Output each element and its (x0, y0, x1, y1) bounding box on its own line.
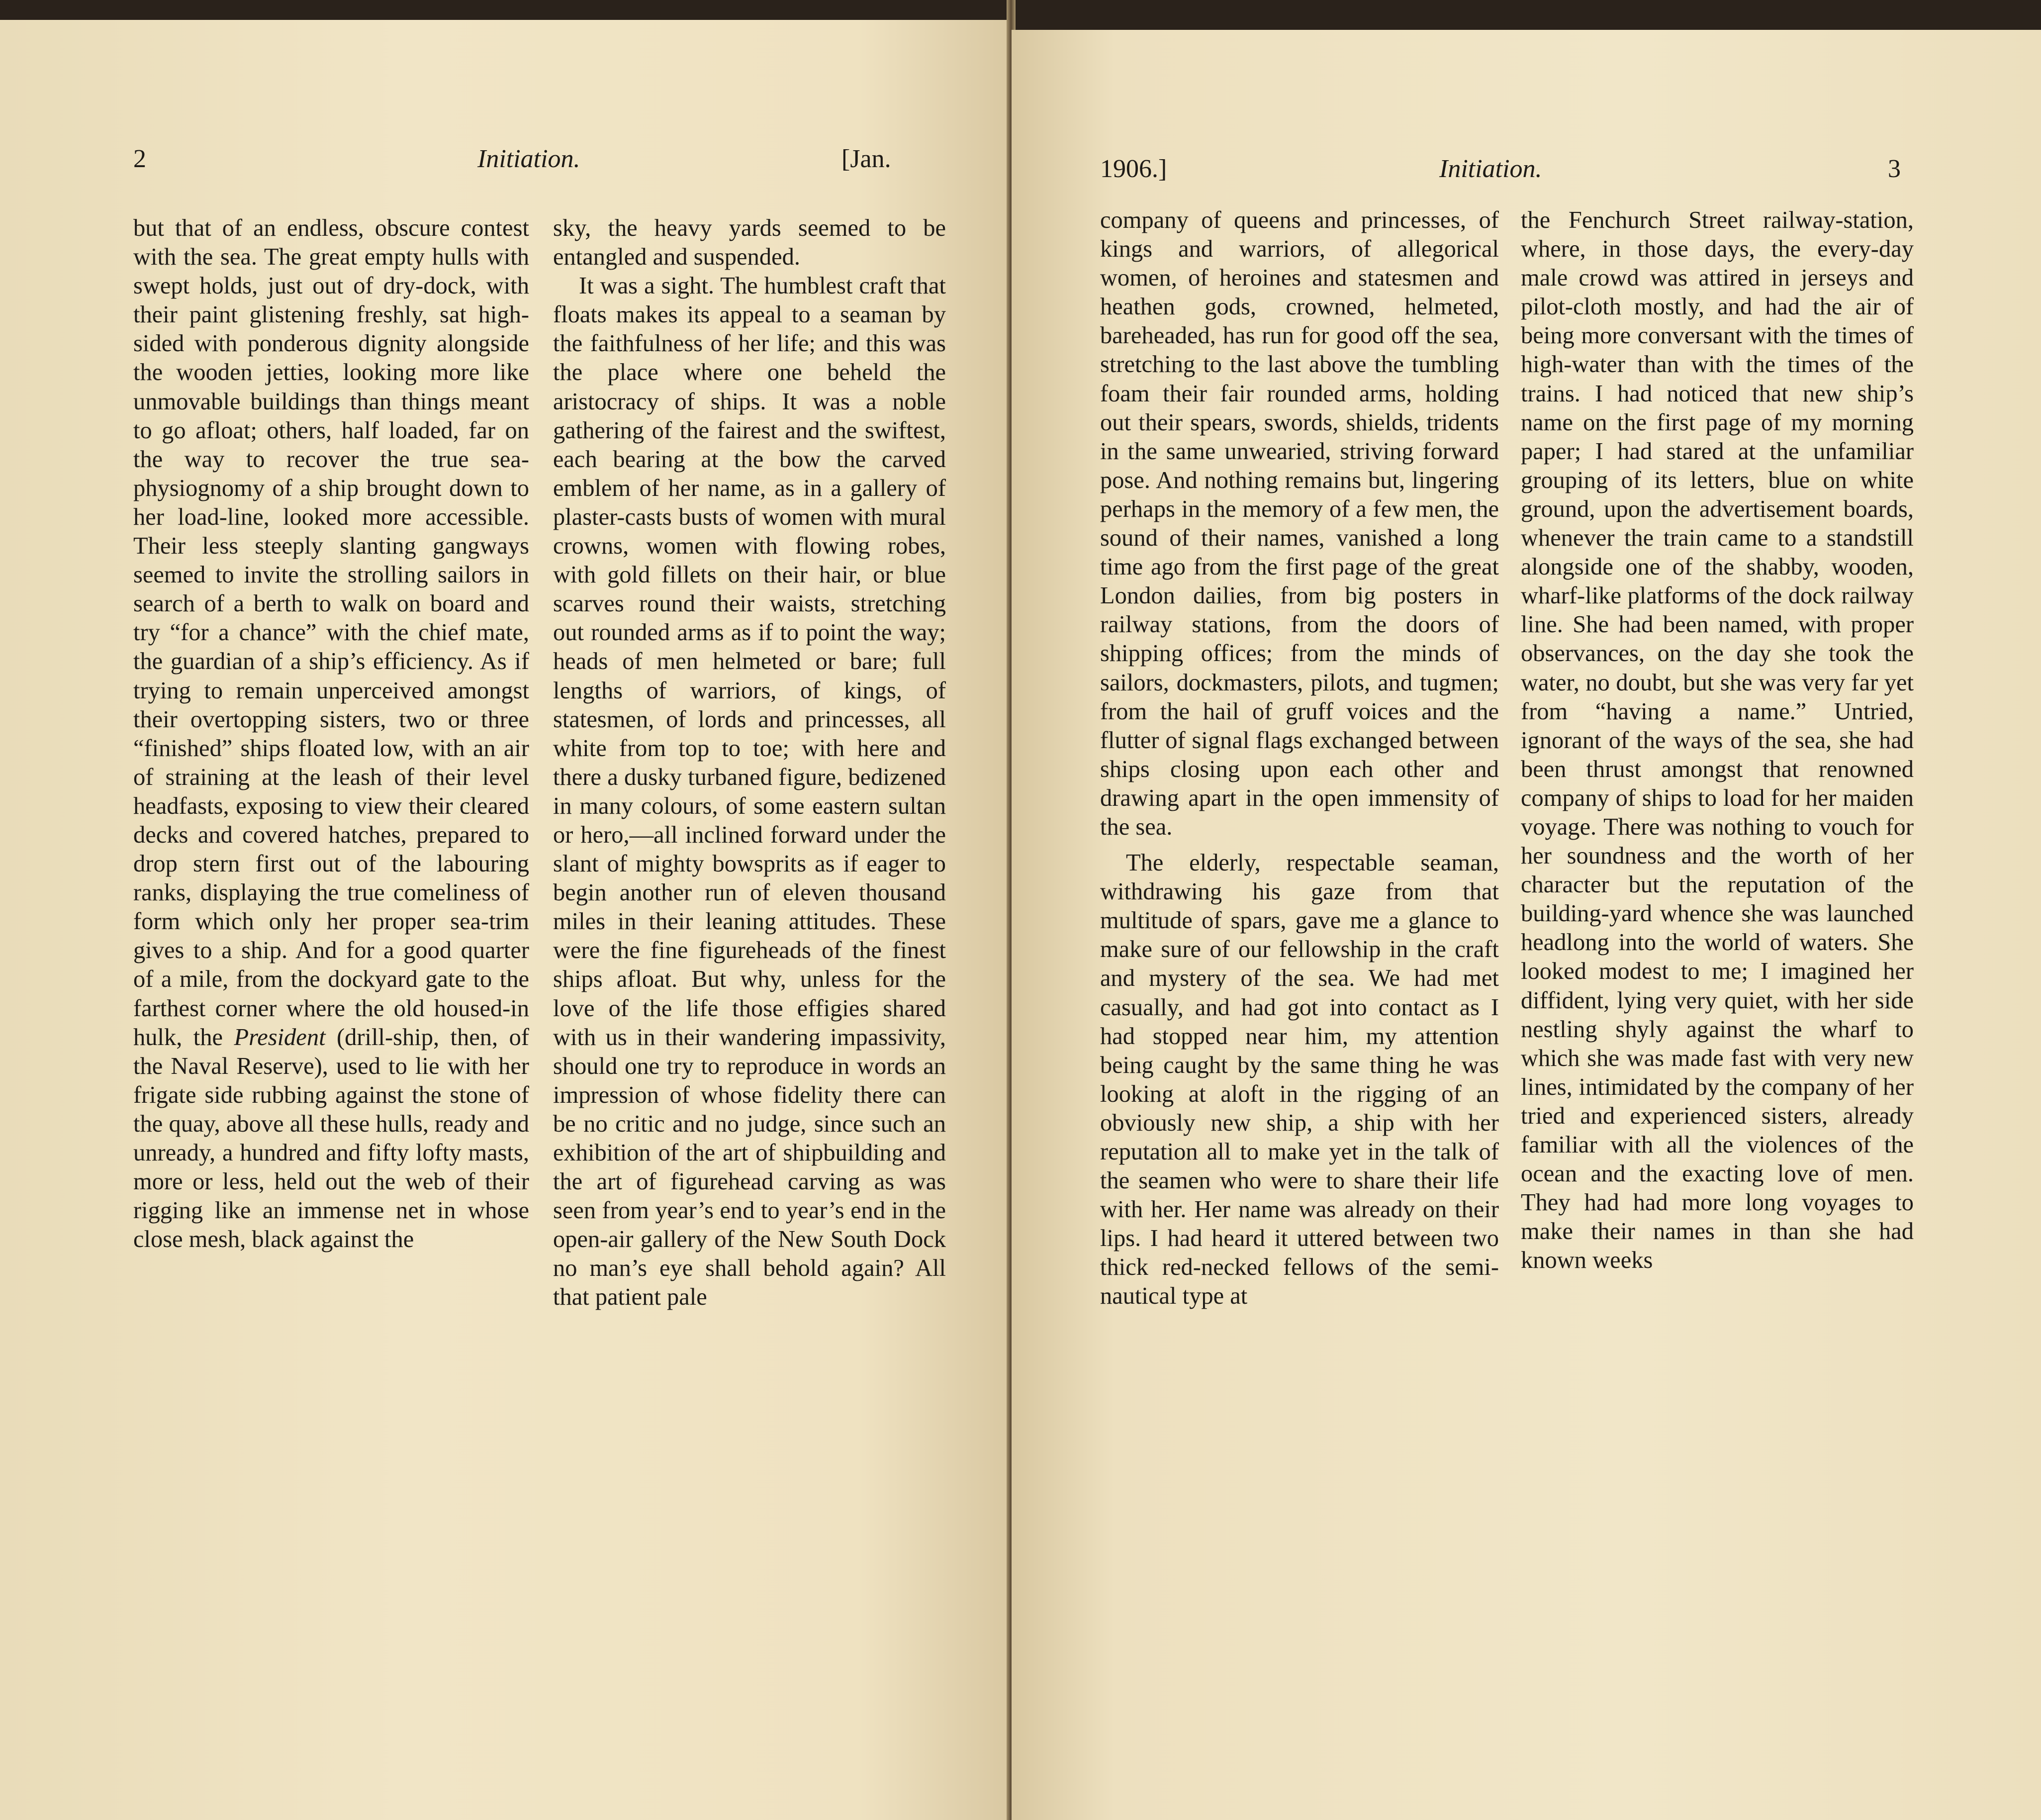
left-page-column-2 (553, 214, 946, 1312)
page-number: 3 (1888, 155, 1901, 183)
paragraph-text: (drill-ship, then, of the Naval Reserve), used to lie with her frigate side rubbing against the stone of the quay, above all these hulls, ready and unready, a hundred and fifty lofty masts, more or less, held out the web of their rigging like an immense net in whose close mesh, black against the (133, 1024, 529, 1253)
right-page (1012, 30, 2041, 1820)
paragraph: The elderly, respectable seaman, withdrawing his gaze from that multitude of spars, gave me a glance to make sure of our fellowship in the craft and mystery of the sea. We had met casually, and had got into contact as I had stopped near him, my attention being caught by the same thing he was looking at aloft in the rigging of an obviously new ship, a ship with her reputation all to make yet in the talk of the seamen who were to share their life with her. Her name was already on their lips. I had heard it uttered between two thick red-necked fellows of the semi-nautical type at (1100, 850, 1499, 1310)
paragraph-text: but that of an endless, obscure contest with the sea. The great empty hulls with swept holds, just out of dry-dock, with their paint glistening freshly, sat high-sided with ponderous dignity alongside the wooden jetties, looking more like unmovable buildings than things meant to go afloat; others, half loaded, far on the way to recover the true sea-physiognomy of a ship brought down to her load-line, looked more accessible. Their less steeply slanting gangways seemed to invite the strolling sailors in search of a berth to walk on board and try “for a chance” with the chief mate, the guardian of a ship’s efficiency. As if trying to remain unperceived amongst their overtopping sisters, two or three “finished” ships floated low, with an air of straining at the leash of their level headfasts, exposing to view their cleared decks and covered hatches, prepared to drop stern first out of the labouring ranks, displaying the true comeliness of form which only her proper sea-trim gives to a ship. And for a good quarter of a mile, from the dockyard gate to the farthest corner where the old housed-in hulk, the (133, 215, 529, 1051)
right-page-header (1012, 154, 2041, 204)
paragraph: the Fenchurch Street railway-station, where, in those days, the every-day male crowd was attired in jerseys and pilot-cloth mostly, and had the air of being more conversant with the times of high-water than with the times of the trains. I had noticed that new ship’s name on the first page of my morning paper; I had stared at the unfamiliar grouping of its letters, blue on white ground, upon the advertisement boards, whenever the train came to a standstill alongside one of the shabby, wooden, wharf-like platforms of the dock railway line. She had been named, with proper observances, on the day she took the water, no doubt, but she was very far yet from “having a name.” Untried, ignorant of the ways of the sea, she had been thrust amongst that renowned company of ships to load for her maiden voyage. There was nothing to vouch for her soundness and the worth of her character but the reputation of the building-yard whence she was launched headlong into the world of waters. She looked modest to me; I imagined her diffident, lying very quiet, with her side nestling shyly against the wharf to which she was made fast with very new lines, intimidated by the company of her tried and experienced sisters, already familiar with all the violences of the ocean and the exacting love of men. They had had more long voyages to make their names in than she had known weeks (1521, 207, 1914, 1274)
left-page-header (0, 144, 1010, 194)
paragraph (133, 214, 529, 1254)
paragraph: It was a sight. The humblest craft that floats makes its appeal to a seaman by the faithfulness of her life; and this was the place where one beheld the aristocracy of ships. It was a noble gathering of the fairest and the swiftest, each bearing at the bow the carved emblem of her name, as in a gallery of plaster-casts busts of women with mural crowns, women with flowing robes, with gold fillets on their hair, or blue scarves round their waists, stretching out rounded arms as if to point the way; heads of men helmeted or bare; full lengths of warriors, of kings, of statesmen, of lords and princesses, all white from top to toe; with here and there a dusky turbaned figure, bedizened in many colours, of some eastern sultan or hero,—all inclined forward under the slant of mighty bowsprits as if eager to begin another run of eleven thousand miles in their leaning attitudes. These were the fine figureheads of the finest ships afloat. But why, unless for the love of the life those effigies shared with us in their wandering impassivity, should one try to reproduce in words an impression of whose fidelity there can be no critic and no judge, since such an exhibition of the art of shipbuilding and the art of figurehead carving as was seen from year’s end to year’s end in the open-air gallery of the New South Dock no man’s eye shall behold again? All that patient pale (553, 273, 946, 1311)
paragraph: sky, the heavy yards seemed to be entangled and suspended. (553, 215, 946, 271)
page-number: 2 (133, 145, 146, 173)
right-page-column-1 (1100, 206, 1499, 1311)
left-page (0, 20, 1010, 1820)
date-mark: [Jan. (841, 145, 891, 173)
running-title: Initiation. (477, 145, 580, 173)
ship-name-italic: President (234, 1024, 326, 1051)
left-page-column-1 (133, 214, 529, 1254)
date-mark: 1906.] (1100, 155, 1167, 183)
right-page-column-2 (1521, 206, 1914, 1275)
paragraph: company of queens and princesses, of kings and warriors, of allegorical women, of heroines and statesmen and heathen gods, crowned, helmeted, bareheaded, has run for good off the sea, stretching to the last above the tumbling foam their fair rounded arms, holding out their spears, swords, shields, tridents in the same unwearied, striving forward pose. And nothing remains but, lingering perhaps in the memory of a few men, the sound of their names, vanished a long time ago from the first page of the great London dailies, from big posters in railway stations, from the doors of shipping offices; from the minds of sailors, dockmasters, pilots, and tugmen; from the hail of gruff voices and the flutter of signal flags exchanged between ships closing upon each other and drawing apart in the open immensity of the sea. (1100, 207, 1499, 840)
running-title: Initiation. (1439, 155, 1542, 183)
